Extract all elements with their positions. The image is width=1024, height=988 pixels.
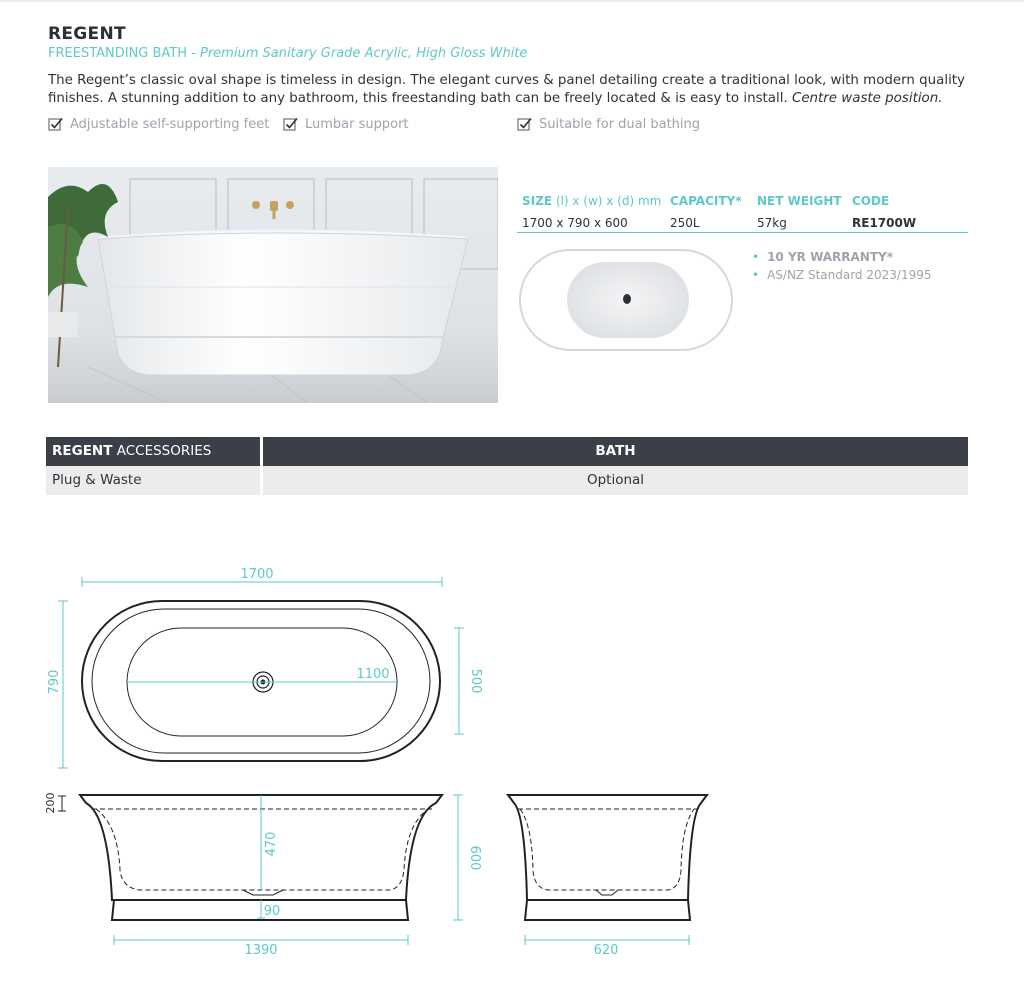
checkbox-icon xyxy=(48,116,64,132)
side-elevation xyxy=(58,795,463,945)
feature-label: Suitable for dual bathing xyxy=(539,116,701,132)
product-photo xyxy=(48,167,498,403)
spec-divider xyxy=(517,232,968,233)
dim-width: 790 xyxy=(47,669,62,695)
notes-list xyxy=(752,248,932,284)
spec-value-capacity: 250L xyxy=(670,216,700,230)
description-text: The Regent’s classic oval shape is timeless in design. The elegant curves & panel detailing create a traditional look, with modern quality finishes. A stunning addition to any bathroom, this freestanding bath can be freely located & is easy to install. xyxy=(48,73,965,106)
product-description xyxy=(48,72,978,108)
spec-header-size: SIZE (l) x (w) x (d) mm xyxy=(522,194,662,208)
feature-label: Lumbar support xyxy=(305,116,409,132)
end-elevation xyxy=(508,795,707,945)
product-title: REGENT xyxy=(48,24,126,44)
product-subtitle xyxy=(48,46,527,61)
spec-header-code: CODE xyxy=(852,194,890,208)
technical-drawing xyxy=(0,540,1024,988)
dim-length: 1700 xyxy=(240,567,274,582)
bath-photo-illustration xyxy=(48,167,498,403)
subtitle-spec: Premium Sanitary Grade Acrylic, High Gloss White xyxy=(200,46,528,61)
spec-header-weight: NET WEIGHT xyxy=(757,194,842,208)
feature-lumbar-support xyxy=(283,116,409,132)
dim-base-length: 1390 xyxy=(244,943,278,958)
spec-header-capacity: CAPACITY* xyxy=(670,194,742,208)
spec-value-weight: 57kg xyxy=(757,216,787,230)
bath-top-view-photo xyxy=(517,246,737,356)
checkbox-icon xyxy=(283,116,299,132)
description-italic: Centre waste position. xyxy=(791,91,943,106)
note-standard: • AS/NZ Standard 2023/1995 xyxy=(752,268,932,282)
spec-value-code: RE1700W xyxy=(852,216,917,230)
dim-rim: 200 xyxy=(44,792,57,814)
dim-inner-width: 500 xyxy=(468,668,483,694)
accessories-header: REGENT ACCESSORIES xyxy=(46,437,260,466)
note-warranty: • 10 YR WARRANTY* xyxy=(752,250,894,264)
dim-inner-depth: 470 xyxy=(264,831,279,857)
plan-view xyxy=(58,577,464,768)
dim-base-width: 620 xyxy=(593,943,619,958)
feature-dual-bathing xyxy=(517,116,700,132)
top-divider xyxy=(0,0,1024,2)
accessory-bath-value: Optional xyxy=(263,466,968,495)
accessories-column-bath: BATH xyxy=(263,437,968,466)
accessory-item: Plug & Waste xyxy=(46,466,260,495)
feature-label: Adjustable self-supporting feet xyxy=(70,116,270,132)
dim-depth: 600 xyxy=(467,845,482,871)
dim-inner-length: 1100 xyxy=(356,667,390,682)
subtitle-type: FREESTANDING BATH - xyxy=(48,46,200,61)
dim-base-height: 90 xyxy=(263,904,281,919)
spec-value-size: 1700 x 790 x 600 xyxy=(522,216,628,230)
checkbox-icon xyxy=(517,116,533,132)
feature-adjustable-feet xyxy=(48,116,269,132)
